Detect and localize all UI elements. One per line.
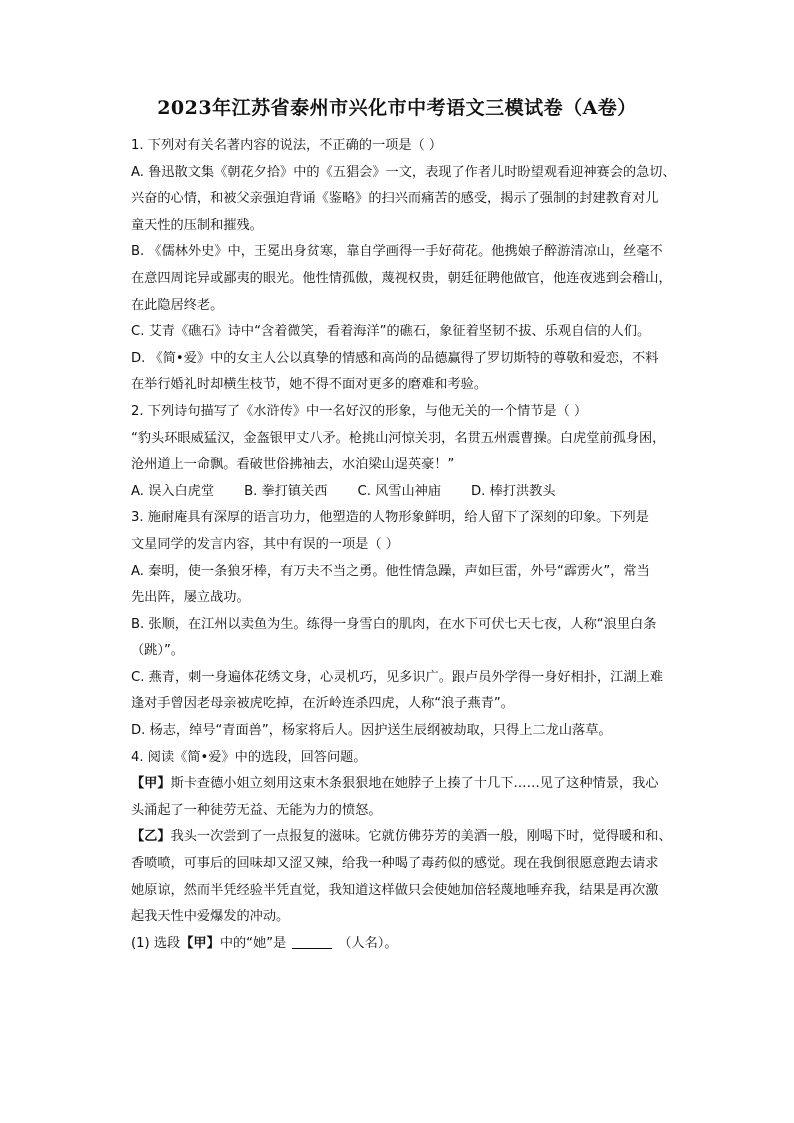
q2-option-b: B. 拳打镇关西 bbox=[244, 483, 328, 499]
q2-poem-line: “豹头环眼威猛汉，金盔银甲丈八矛。枪挑山河惊关羽，名贯五州震曹操。白虎堂前孤身困， bbox=[131, 430, 666, 446]
q3-stem-line: 文星同学的发言内容，其中有误的一项是（ ） bbox=[131, 536, 399, 552]
q2-option-a: A. 误入白虎堂 bbox=[131, 483, 215, 499]
yi-label: 【乙】 bbox=[131, 829, 171, 845]
jia-label: 【甲】 bbox=[131, 776, 171, 792]
q1-option-b-line: 在此隐居终老。 bbox=[131, 297, 224, 313]
q4-jia-line bbox=[131, 771, 691, 798]
q4-sub1 bbox=[131, 931, 691, 958]
q4-yi-line bbox=[131, 824, 691, 851]
q3-option-c-line: C. 燕青，刺一身遍体花绣文身，心灵机巧，见多识广。跟卢员外学得一身好相扑，江湖上难 bbox=[131, 669, 663, 685]
jia-text: 斯卡查德小姐立刻用这束木条狠狠地在她脖子上揍了十几下……见了这种情景，我心 bbox=[170, 776, 659, 792]
question-content bbox=[131, 133, 691, 957]
q1-option-a-line: 童天性的压制和摧残。 bbox=[131, 217, 263, 233]
q4-jia-line: 头涌起了一种徒劳无益、无能为力的愤怒。 bbox=[131, 802, 382, 818]
q1-option-a-line: 兴奋的心情，和被父亲强迫背诵《鉴略》的扫兴而痛苦的感受，揭示了强制的封建教育对儿 bbox=[131, 191, 659, 207]
yi-text: 我头一次尝到了一点报复的滋味。它就仿佛芬芳的美酒一般，刚喝下时，觉得暖和和、 bbox=[170, 829, 672, 845]
sub1-label: 【甲】 bbox=[180, 935, 220, 951]
q4-stem: 4. 阅读《简•爱》中的选段，回答问题。 bbox=[131, 749, 367, 765]
page-title: 2023年江苏省泰州市兴化市中考语文三模试卷（A卷） bbox=[157, 97, 637, 119]
q1-option-d-line: 在举行婚礼时却横生枝节，她不得不面对更多的磨难和考验。 bbox=[131, 377, 488, 393]
q4-yi-line: 起我天性中爱爆发的冲动。 bbox=[131, 909, 290, 925]
sub1-suffix: （人名）。 bbox=[338, 935, 398, 951]
q4-yi-line: 香喷喷，可事后的回味却又涩又辣，给我一种喝了毒药似的感觉。现在我倒很愿意跑去请求 bbox=[131, 856, 659, 872]
q3-option-a-line: A. 秦明，使一条狼牙棒，有万夫不当之勇。他性情急躁，声如巨雷，外号“霹雳火”，常当 bbox=[131, 563, 650, 579]
q3-option-b-line: B. 张顺，在江州以卖鱼为生。练得一身雪白的肌肉，在水下可伏七天七夜，人称“浪里白条 bbox=[131, 616, 657, 632]
q2-option-c: C. 风雪山神庙 bbox=[357, 483, 442, 499]
q4-yi-line: 她原谅，然而半凭经验半凭直觉，我知道这样做只会使她加倍轻蔑地唾弃我，结果是再次激 bbox=[131, 882, 659, 898]
q1-option-b-line: 在意四周诧异或鄙夷的眼光。他性情孤傲，蔑视权贵，朝廷征聘他做官，他连夜逃到会稽山， bbox=[131, 270, 672, 286]
q3-option-d-line: D. 杨志，绰号“青面兽”，杨家将后人。因护送生辰纲被劫取，只得上二龙山落草。 bbox=[131, 723, 612, 739]
q2-poem-line: 沧州道上一命飘。看破世俗拂袖去，水泊梁山逞英豪！” bbox=[131, 457, 455, 473]
q1-option-c-line: C. 艾青《礁石》诗中“含着微笑，看着海洋”的礁石，象征着坚韧不拔、乐观自信的人们。 bbox=[131, 324, 651, 340]
q3-option-a-line: 先出阵，屡立战功。 bbox=[131, 590, 250, 606]
sub1-prefix: (1) 选段 bbox=[131, 935, 181, 951]
q1-option-a-line: A. 鲁迅散文集《朝花夕拾》中的《五猖会》一文，表现了作者儿时盼望观看迎神赛会的急切、 bbox=[131, 164, 676, 180]
q2-stem: 2. 下列诗句描写了《水浒传》中一名好汉的形象，与他无关的一个情节是（ ） bbox=[131, 403, 588, 419]
answer-blank[interactable] bbox=[292, 934, 332, 949]
sub1-mid: 中的“她”是 bbox=[219, 935, 287, 951]
q3-option-c-line: 逢对手曾因老母亲被虎吃掉，在沂岭连杀四虎，人称“浪子燕青”。 bbox=[131, 696, 514, 712]
q1-option-d-line: D. 《简•爱》中的女主人公以真挚的情感和高尚的品德赢得了罗切斯特的尊敬和爱恋，不料 bbox=[131, 350, 659, 366]
q1-option-b-line: B. 《儒林外史》中，王冕出身贫寒，靠自学画得一手好荷花。他携娘子醉游清凉山，丝毫不 bbox=[131, 244, 663, 260]
q3-stem-line: 3. 施耐庵具有深厚的语言功力，他塑造的人物形象鲜明，给人留下了深刻的印象。下列是 bbox=[131, 510, 649, 526]
q2-option-d: D. 棒打洪教头 bbox=[471, 483, 556, 499]
q1-stem: 1. 下列对有关名著内容的说法，不正确的一项是（ ） bbox=[131, 138, 443, 153]
q3-option-b-line: （跳）”。 bbox=[131, 643, 184, 659]
q2-options bbox=[131, 479, 691, 506]
